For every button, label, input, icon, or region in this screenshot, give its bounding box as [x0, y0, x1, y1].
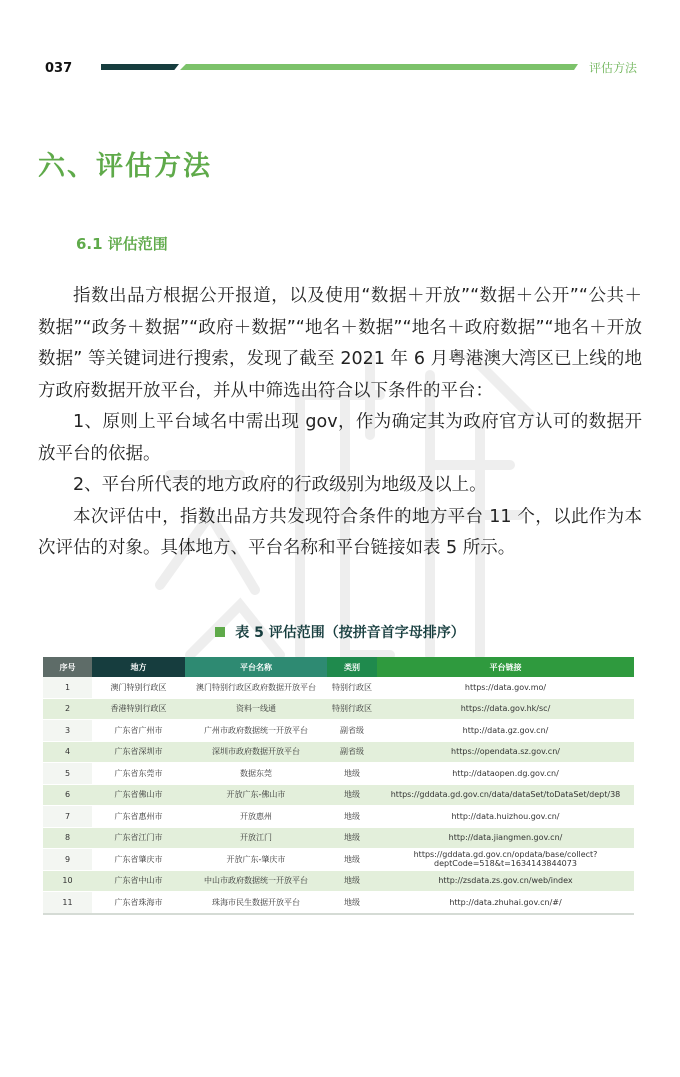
cell-category: 地级	[327, 870, 377, 892]
cell-index: 9	[43, 849, 92, 871]
column-header-category: 类别	[327, 657, 377, 677]
cell-platform-name: 开放惠州	[185, 806, 327, 828]
cell-platform-link[interactable]: http://data.zhuhai.gov.cn/#/	[377, 892, 634, 914]
cell-region: 广东省惠州市	[92, 806, 185, 828]
table-row	[43, 763, 634, 785]
cell-platform-link[interactable]: https://gddata.gd.gov.cn/data/dataSet/toDataSet/dept/38	[377, 784, 634, 806]
chapter-title: 六、评估方法	[38, 151, 212, 182]
table-row	[43, 892, 634, 914]
cell-index: 6	[43, 784, 92, 806]
paragraph: 指数出品方根据公开报道，以及使用“数据＋开放”“数据＋公开”“公共＋数据”“政务＋数据”“政府＋数据”“地名＋数据”“地名＋政府数据”“地名＋开放数据” 等关键词进行搜索，发现了截至 2021 年 6 月粤港澳大湾区已上线的地方政府数据开放平台，并从中筛选出符合以下条件的平台：	[38, 286, 642, 401]
table-row	[43, 698, 634, 720]
cell-category: 地级	[327, 763, 377, 785]
body-text	[38, 281, 642, 565]
cell-platform-name: 澳门特别行政区政府数据开放平台	[185, 677, 327, 698]
cell-index: 4	[43, 741, 92, 763]
cell-platform-link[interactable]: https://data.gov.hk/sc/	[377, 698, 634, 720]
table-row	[43, 784, 634, 806]
cell-index: 3	[43, 720, 92, 742]
cell-region: 广东省东莞市	[92, 763, 185, 785]
cell-category: 地级	[327, 892, 377, 914]
cell-category: 特别行政区	[327, 698, 377, 720]
cell-category: 地级	[327, 806, 377, 828]
cell-platform-name: 数据东莞	[185, 763, 327, 785]
table-row	[43, 827, 634, 849]
cell-platform-name: 开放广东-佛山市	[185, 784, 327, 806]
cell-platform-name: 珠海市民生数据开放平台	[185, 892, 327, 914]
header-bar-green	[180, 64, 578, 70]
table-caption-text: 表 5 评估范围（按拼音首字母排序）	[235, 625, 465, 641]
caption-square-icon	[215, 627, 225, 637]
subsection-title: 6.1 评估范围	[76, 235, 168, 253]
cell-region: 广东省深圳市	[92, 741, 185, 763]
table-row	[43, 720, 634, 742]
cell-region: 广东省佛山市	[92, 784, 185, 806]
table-header-row	[43, 657, 634, 677]
cell-platform-link[interactable]: http://data.jiangmen.gov.cn/	[377, 827, 634, 849]
cell-platform-name: 中山市政府数据统一开放平台	[185, 870, 327, 892]
cell-region: 澳门特别行政区	[92, 677, 185, 698]
section-tag: 评估方法	[589, 61, 638, 75]
table-row	[43, 870, 634, 892]
platform-table	[43, 657, 634, 915]
cell-region: 广东省肇庆市	[92, 849, 185, 871]
header-bar-dark	[101, 64, 179, 70]
cell-index: 2	[43, 698, 92, 720]
cell-platform-link[interactable]: http://data.huizhou.gov.cn/	[377, 806, 634, 828]
column-header-platform-link: 平台链接	[377, 657, 634, 677]
table-row	[43, 741, 634, 763]
cell-index: 5	[43, 763, 92, 785]
paragraph: 2、平台所代表的地方政府的行政级别为地级及以上。	[73, 475, 487, 495]
cell-region: 广东省广州市	[92, 720, 185, 742]
cell-platform-link[interactable]: http://dataopen.dg.gov.cn/	[377, 763, 634, 785]
cell-platform-link[interactable]: http://data.gz.gov.cn/	[377, 720, 634, 742]
page-number: 037	[45, 61, 73, 76]
cell-index: 10	[43, 870, 92, 892]
paragraph: 本次评估中，指数出品方共发现符合条件的地方平台 11 个，以此作为本次评估的对象。具体地方、平台名称和平台链接如表 5 所示。	[38, 506, 642, 558]
cell-category: 特别行政区	[327, 677, 377, 698]
cell-platform-link[interactable]: https://data.gov.mo/	[377, 677, 634, 698]
cell-platform-link[interactable]: http://zsdata.zs.gov.cn/web/index	[377, 870, 634, 892]
cell-category: 地级	[327, 827, 377, 849]
cell-platform-link[interactable]: https://opendata.sz.gov.cn/	[377, 741, 634, 763]
cell-category: 地级	[327, 784, 377, 806]
column-header-platform-name: 平台名称	[185, 657, 327, 677]
cell-region: 广东省珠海市	[92, 892, 185, 914]
cell-platform-name: 开放江门	[185, 827, 327, 849]
table-row	[43, 849, 634, 871]
cell-index: 7	[43, 806, 92, 828]
table-caption	[0, 622, 680, 642]
cell-category: 地级	[327, 849, 377, 871]
cell-platform-name: 资料一线通	[185, 698, 327, 720]
table-row	[43, 677, 634, 698]
cell-platform-link[interactable]: https://gddata.gd.gov.cn/opdata/base/collect? deptCode=518&t=1634143844073	[377, 849, 634, 871]
cell-category: 副省级	[327, 741, 377, 763]
cell-category: 副省级	[327, 720, 377, 742]
cell-index: 11	[43, 892, 92, 914]
cell-platform-name: 广州市政府数据统一开放平台	[185, 720, 327, 742]
cell-platform-name: 深圳市政府数据开放平台	[185, 741, 327, 763]
cell-region: 广东省中山市	[92, 870, 185, 892]
cell-region: 香港特别行政区	[92, 698, 185, 720]
table-row	[43, 806, 634, 828]
cell-region: 广东省江门市	[92, 827, 185, 849]
cell-index: 1	[43, 677, 92, 698]
paragraph: 1、原则上平台域名中需出现 gov，作为确定其为政府官方认可的数据开放平台的依据。	[38, 412, 642, 464]
cell-index: 8	[43, 827, 92, 849]
cell-platform-name: 开放广东-肇庆市	[185, 849, 327, 871]
column-header-region: 地方	[92, 657, 185, 677]
column-header-index: 序号	[43, 657, 92, 677]
